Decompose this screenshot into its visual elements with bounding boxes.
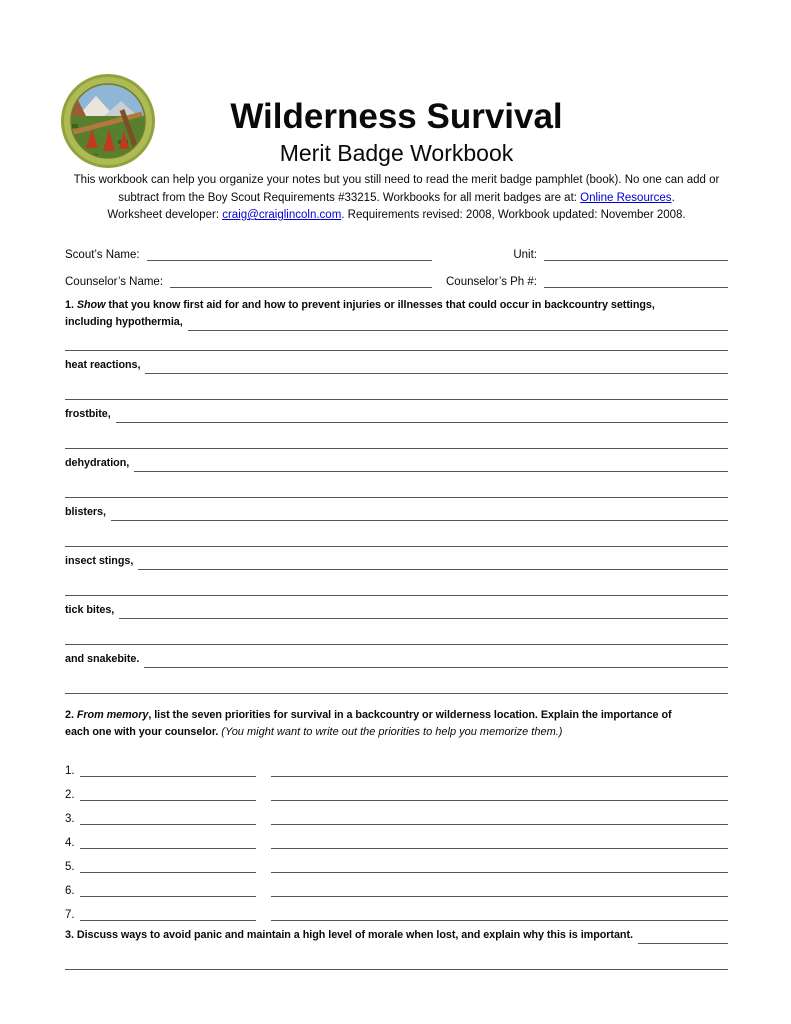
priority-7-name-line[interactable] — [80, 906, 256, 921]
priority-6-detail-line[interactable] — [271, 882, 728, 897]
priority-row-2 — [65, 777, 728, 801]
priority-5-detail-line[interactable] — [271, 858, 728, 873]
scout-name-cell — [65, 245, 432, 261]
priority-number-6: 6. — [65, 884, 75, 897]
question-1-emphasis: Show — [76, 298, 106, 311]
priority-4-name-line[interactable] — [80, 834, 256, 849]
question-1-rest: that you know first aid for and how to prevent injuries or illnesses that could occur in backcountry settings, — [105, 298, 655, 311]
snakebite-row — [65, 651, 728, 668]
priority-1-name-line[interactable] — [80, 762, 256, 777]
unit-field[interactable] — [544, 245, 728, 261]
priority-3-detail-line[interactable] — [271, 810, 728, 825]
heat-reactions-row — [65, 357, 728, 374]
intro-line-3 — [65, 207, 728, 225]
priority-row-4 — [65, 825, 728, 849]
wilderness-survival-merit-badge-icon — [58, 72, 158, 172]
priorities-list — [65, 753, 728, 921]
frostbite-answer-line-2[interactable] — [65, 423, 728, 449]
priority-6-name-line[interactable] — [80, 882, 256, 897]
question-1 — [65, 297, 728, 694]
counselor-phone-label: Counselor’s Ph #: — [446, 275, 537, 288]
page-subtitle: Merit Badge Workbook — [279, 140, 514, 166]
developer-email-link[interactable]: craig@craiglincoln.com — [222, 209, 342, 221]
tick-bites-answer-line-2[interactable] — [65, 619, 728, 645]
frostbite-answer-line[interactable] — [116, 409, 728, 423]
blisters-label: blisters, — [65, 505, 106, 518]
dehydration-answer-line-2[interactable] — [65, 472, 728, 498]
priority-number-4: 4. — [65, 836, 75, 849]
question-3-answer-line[interactable] — [638, 930, 728, 944]
priority-row-6 — [65, 873, 728, 897]
dehydration-row — [65, 455, 728, 472]
hypothermia-answer-line-2[interactable] — [65, 331, 728, 351]
heat-reactions-answer-line[interactable] — [145, 360, 728, 374]
priority-row-5 — [65, 849, 728, 873]
insect-stings-label: insect stings, — [65, 554, 134, 567]
intro-line-2 — [65, 190, 728, 208]
priority-2-detail-line[interactable] — [271, 786, 728, 801]
unit-cell — [451, 245, 728, 261]
intro-line-1: This workbook can help you organize your notes but you still need to read the merit badge pamphlet (book). No one can add or — [73, 174, 720, 186]
frostbite-row — [65, 406, 728, 423]
page-title: Wilderness Survival — [230, 97, 563, 136]
question-3 — [65, 927, 728, 970]
snakebite-answer-line[interactable] — [144, 654, 728, 668]
priority-number-1: 1. — [65, 764, 75, 777]
blisters-answer-line-2[interactable] — [65, 521, 728, 547]
priority-row-3 — [65, 801, 728, 825]
scout-name-field[interactable] — [147, 245, 432, 261]
tick-bites-label: tick bites, — [65, 603, 115, 616]
hypothermia-answer-line[interactable] — [188, 317, 728, 331]
question-3-number: 3. — [65, 928, 74, 941]
frostbite-label: frostbite, — [65, 407, 111, 420]
hypothermia-row — [65, 314, 728, 331]
online-resources-link[interactable]: Online Resources — [580, 191, 672, 204]
question-2-number: 2. — [65, 708, 74, 721]
question-1-number: 1. — [65, 298, 74, 311]
question-2-line-1 — [65, 707, 728, 724]
intro-line-2-text: subtract from the Boy Scout Requirements #33215. Workbooks for all merit badges are at: — [118, 191, 581, 204]
form-row-2 — [65, 261, 728, 288]
counselor-phone-cell — [446, 272, 728, 288]
question-2-line-2 — [65, 724, 728, 741]
intro-line-3-text: Worksheet developer: — [107, 209, 223, 221]
priority-row-1 — [65, 753, 728, 777]
intro-paragraph — [65, 172, 728, 225]
question-3-rest: Discuss ways to avoid panic and maintain a high level of morale when lost, and explain why this is important. — [73, 928, 633, 941]
hypothermia-label: including hypothermia, — [65, 315, 183, 328]
priority-number-7: 7. — [65, 908, 75, 921]
question-2-note: (You might want to write out the priorities to help you memorize them.) — [221, 725, 563, 738]
priority-2-name-line[interactable] — [80, 786, 256, 801]
insect-stings-row — [65, 553, 728, 570]
intro-line-2-period: . — [671, 191, 675, 204]
priority-1-detail-line[interactable] — [271, 762, 728, 777]
insect-stings-answer-line-2[interactable] — [65, 570, 728, 596]
question-2-rest: , list the seven priorities for survival in a backcountry or wilderness location. Explain the importance of — [148, 708, 672, 721]
question-3-answer-line-2[interactable] — [65, 944, 728, 970]
unit-label: Unit: — [513, 248, 537, 261]
question-2 — [65, 707, 728, 741]
counselor-name-label: Counselor’s Name: — [65, 275, 164, 288]
hypothermia-answer-block — [65, 331, 728, 351]
heat-reactions-label: heat reactions, — [65, 358, 141, 371]
priority-7-detail-line[interactable] — [271, 906, 728, 921]
tick-bites-answer-line[interactable] — [119, 605, 728, 619]
priority-4-detail-line[interactable] — [271, 834, 728, 849]
dehydration-label: dehydration, — [65, 456, 130, 469]
snakebite-answer-line-2[interactable] — [65, 668, 728, 694]
tick-bites-row — [65, 602, 728, 619]
snakebite-label: and snakebite. — [65, 652, 140, 665]
blisters-answer-line[interactable] — [111, 507, 728, 521]
counselor-phone-field[interactable] — [544, 272, 728, 288]
priority-5-name-line[interactable] — [80, 858, 256, 873]
priority-number-5: 5. — [65, 860, 75, 873]
counselor-name-field[interactable] — [170, 272, 432, 288]
counselor-name-cell — [65, 272, 432, 288]
question-2-line-2-bold: each one with your counselor. — [65, 725, 219, 738]
question-2-emphasis: From memory — [76, 708, 149, 721]
priority-number-3: 3. — [65, 812, 75, 825]
heat-reactions-answer-line-2[interactable] — [65, 374, 728, 400]
dehydration-answer-line[interactable] — [134, 458, 728, 472]
question-3-text — [65, 927, 633, 944]
priority-row-7 — [65, 897, 728, 921]
intro-line-3-rest: . Requirements revised: 2008, Workbook updated: November 2008. — [341, 209, 686, 221]
scout-name-label: Scout’s Name: — [65, 248, 140, 261]
info-form — [65, 234, 728, 288]
blisters-row — [65, 504, 728, 521]
priority-number-2: 2. — [65, 788, 75, 801]
merit-badge-graphic — [58, 72, 158, 172]
insect-stings-answer-line[interactable] — [138, 556, 728, 570]
form-row-1 — [65, 234, 728, 261]
question-3-row — [65, 927, 728, 944]
question-1-text — [65, 297, 728, 314]
priority-3-name-line[interactable] — [80, 810, 256, 825]
